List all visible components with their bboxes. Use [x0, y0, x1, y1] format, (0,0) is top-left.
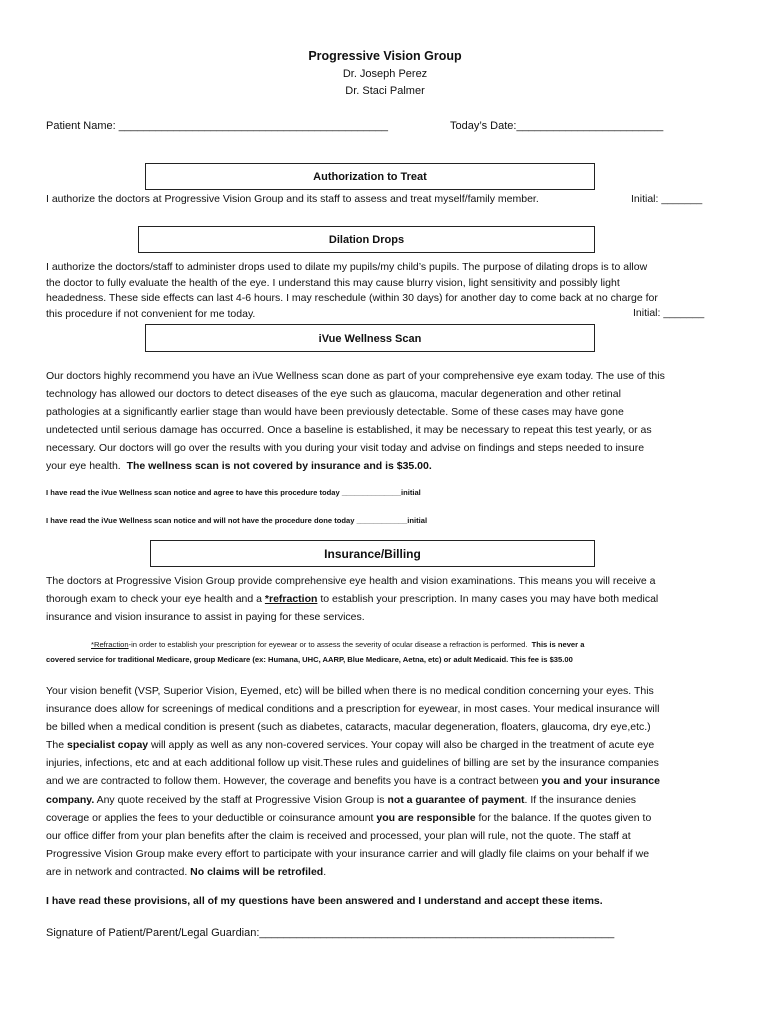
not-guarantee-term: not a guarantee of payment — [387, 793, 525, 806]
insurance-p2-line-10: Progressive Vision Group make every effort to participate with your insurance carrier and will gladly file claims on your behalf if we — [46, 847, 650, 860]
insurance-p2-line-3: be billed when a medical condition is present (such as diabetes, cataracts, macular degeneration, floaters, glaucoma, dry eye,etc.) — [46, 721, 651, 734]
insurance-p1-line-2 — [46, 590, 726, 608]
dilation-line-4: this procedure if not convenient for me today. — [46, 307, 256, 320]
ivue-heading-box — [145, 324, 595, 352]
ivue-line-6-text: your eye health. — [46, 460, 121, 472]
insurance-p2-line-7-bold-1: company. — [46, 793, 95, 806]
dilation-heading: Dilation Drops — [328, 234, 405, 246]
ivue-line-2: technology has allowed our doctors to detect diseases of the eye such as glaucoma, macular degeneration and other retinal — [46, 388, 621, 400]
insurance-p2-line-7 — [46, 791, 726, 809]
doctor-name-1: Dr. Joseph Perez — [342, 68, 428, 80]
authorization-initial[interactable]: Initial: _______ — [631, 193, 703, 205]
ivue-line-6 — [46, 457, 726, 475]
dilation-line-1: I authorize the doctors/staff to administer drops used to dilate my pupils/my child’s pupils. The purpose of dilating drops is to allow — [46, 261, 648, 273]
insurance-p1-line-3: insurance and vision insurance to assist in paying for these services. — [46, 611, 365, 623]
insurance-heading-box — [150, 540, 595, 567]
authorization-heading-box — [145, 163, 595, 190]
insurance-paragraph-2 — [46, 682, 726, 881]
dilation-line-2: the doctor to fully evaluate the health of the eye. I understand this may cause blurry vision, light sensitivity and possibly light — [46, 276, 620, 289]
insurance-p2-line-6-bold: you and your insurance — [541, 775, 660, 788]
insurance-p2-line-4a: The — [46, 739, 68, 752]
ivue-line-1: Our doctors highly recommend you have an iVue Wellness scan done as part of your comprehensive eye exam today. The use of this — [46, 370, 665, 382]
insurance-p2-line-6a: and we are contracted to follow them. However, the coverage and benefits you have is a contract between — [46, 775, 542, 788]
doctor-name-2: Dr. Staci Palmer — [345, 85, 425, 97]
insurance-p2-line-8b: for the balance. If the quotes given to — [475, 811, 652, 824]
refraction-note-bold-1: This is never a — [531, 640, 585, 649]
insurance-heading: Insurance/Billing — [324, 547, 421, 561]
ivue-line-5: necessary. Our doctors will go over the results with you during your visit today and advise on findings and steps needed to insure — [46, 442, 645, 454]
ivue-fee-notice: The wellness scan is not covered by insurance and is $35.00. — [126, 460, 432, 472]
insurance-p2-line-2: insurance does allow for screenings of medical conditions and a prescription for eyewear, in most cases. Your medical insurance will — [46, 703, 660, 716]
insurance-p2-line-7a: Any quote received by the staff at Progressive Vision Group is — [94, 793, 388, 806]
insurance-p2-line-6 — [46, 772, 726, 790]
dilation-heading-box — [138, 226, 595, 253]
insurance-p2-line-8a: coverage or applies the fees to your deductible or coinsurance amount — [46, 811, 377, 824]
refraction-note-bold-2: covered service for traditional Medicare, group Medicare (ex: Humana, UHC, AARP, Blue Medicare, Aetna, etc) or adult Medicaid. This fee is $35.00 — [46, 655, 573, 664]
todays-date-field[interactable]: Today’s Date:________________________ — [450, 120, 664, 132]
signature-line[interactable]: Signature of Patient/Parent/Legal Guardian:__________________________________________________________ — [46, 927, 615, 939]
insurance-p2-line-4 — [46, 736, 726, 754]
insurance-p2-line-11a: are in network and contracted. — [46, 865, 191, 878]
dilation-paragraph — [46, 260, 726, 322]
refraction-note — [91, 640, 584, 649]
ivue-line-4: undetected until serious damage has occurred. Once a baseline is established, it may be necessary to repeat this test yearly, or as — [46, 424, 652, 436]
you-are-responsible-term: you are responsible — [376, 811, 476, 824]
patient-name-field[interactable]: Patient Name: ____________________________________________ — [46, 120, 388, 132]
insurance-p2-line-11 — [46, 863, 726, 881]
refraction-note-text: -in order to establish your prescription for eyewear or to assess the severity of ocular disease a refraction is performed. — [128, 640, 528, 649]
ivue-decline-line[interactable]: I have read the iVue Wellness scan notice and will not have the procedure done today ____________initial — [46, 516, 428, 525]
insurance-p2-line-4b: will apply as well as any non-covered services. Your copay will also be charged in the treatment of acute eye — [148, 739, 655, 752]
authorization-text: I authorize the doctors at Progressive Vision Group and its staff to assess and treat myself/family member. — [46, 193, 539, 205]
no-retrofile-term: No claims will be retrofiled — [190, 865, 324, 878]
insurance-p1-line-2b: to establish your prescription. In many cases you may have both medical — [317, 593, 659, 605]
dilation-initial[interactable]: Initial: _______ — [633, 307, 705, 319]
insurance-p1-line-2a: thorough exam to check your eye health and a — [46, 593, 265, 605]
dilation-line-3: headedness. These side effects can last 4-6 hours. I may reschedule (within 30 days) for another day to come back at no charge for — [46, 292, 658, 305]
ivue-line-3: pathologies at a significantly earlier stage than would have been previously detectable. Some of these cases may have gone — [46, 406, 624, 418]
insurance-p2-line-1: Your vision benefit (VSP, Superior Vision, Eyemed, etc) will be billed when there is no medical condition concerning your eyes. This — [46, 685, 654, 697]
authorization-heading: Authorization to Treat — [313, 171, 427, 183]
insurance-p1-line-1: The doctors at Progressive Vision Group provide comprehensive eye health and vision examinations. This means you will receive a — [46, 575, 656, 587]
practice-name: Progressive Vision Group — [308, 49, 462, 63]
insurance-p2-line-5: injuries, infections, etc and at each additional follow up visit.These rules and guidelines of billing are set by the insurance companies — [46, 757, 659, 770]
insurance-p2-line-11b: . — [323, 865, 327, 878]
acknowledgement-statement: I have read these provisions, all of my questions have been answered and I understand and accept these items. — [46, 895, 603, 907]
insurance-p2-line-8 — [46, 809, 726, 827]
ivue-heading: iVue Wellness Scan — [318, 333, 422, 345]
specialist-copay-term: specialist copay — [67, 739, 149, 752]
insurance-p2-line-9: our office differ from your plan benefits after the claim is received and processed, your plan will rule, not the quote. The staff at — [46, 829, 631, 842]
insurance-paragraph-1 — [46, 572, 726, 626]
refraction-note-term: *Refraction — [91, 640, 129, 649]
ivue-agree-line[interactable]: I have read the iVue Wellness scan notice and agree to have this procedure today ______________initial — [46, 488, 421, 497]
insurance-p2-line-7b: . If the insurance denies — [524, 793, 637, 806]
refraction-term: *refraction — [264, 593, 318, 605]
ivue-paragraph — [46, 367, 726, 475]
